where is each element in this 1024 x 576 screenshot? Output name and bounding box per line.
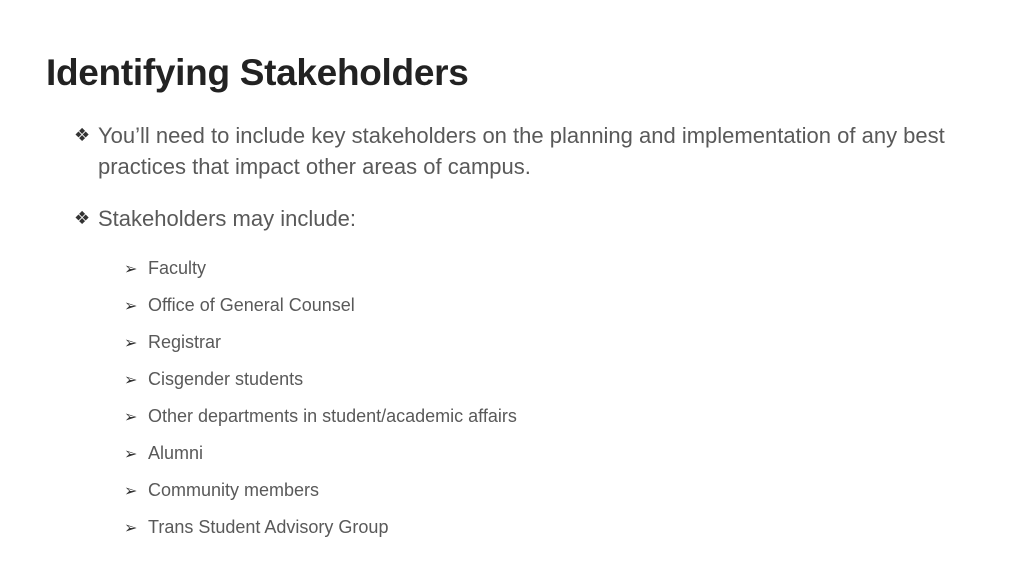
stakeholder-item [124, 509, 517, 546]
stakeholder-item [124, 324, 517, 361]
arrow-bullet-icon: ➢ [124, 519, 138, 537]
arrow-bullet-icon: ➢ [124, 260, 138, 278]
arrow-bullet-icon: ➢ [124, 371, 138, 389]
stakeholder-item [124, 435, 517, 472]
stakeholder-item [124, 398, 517, 435]
stakeholder-label: Trans Student Advisory Group [148, 517, 389, 537]
stakeholder-label: Alumni [148, 443, 204, 463]
stakeholder-label: Faculty [148, 258, 207, 278]
arrow-bullet-icon: ➢ [124, 408, 138, 426]
stakeholder-item [124, 287, 517, 324]
diamond-bullet-icon: ❖ [74, 125, 91, 145]
bullet-text: You’ll need to include key stakeholders on the planning and implementation of any best practices that impact other areas of campus. [98, 123, 945, 179]
arrow-bullet-icon: ➢ [124, 482, 138, 500]
slide-title: Identifying Stakeholders [46, 52, 469, 93]
stakeholder-label: Community members [148, 480, 320, 500]
arrow-bullet-icon: ➢ [124, 445, 138, 463]
stakeholder-label: Other departments in student/academic affairs [148, 406, 517, 426]
bullet-item [74, 203, 954, 234]
stakeholder-list [124, 250, 517, 546]
stakeholder-item [124, 361, 517, 398]
bullet-item [74, 120, 954, 182]
stakeholder-item [124, 472, 517, 509]
bullet-text: Stakeholders may include: [98, 206, 357, 231]
diamond-bullet-icon: ❖ [74, 208, 91, 228]
arrow-bullet-icon: ➢ [124, 334, 138, 352]
stakeholder-label: Cisgender students [148, 369, 304, 389]
arrow-bullet-icon: ➢ [124, 297, 138, 315]
stakeholder-item [124, 250, 517, 287]
stakeholder-label: Registrar [148, 332, 222, 352]
bullet-list [74, 120, 954, 234]
stakeholder-label: Office of General Counsel [148, 295, 355, 315]
